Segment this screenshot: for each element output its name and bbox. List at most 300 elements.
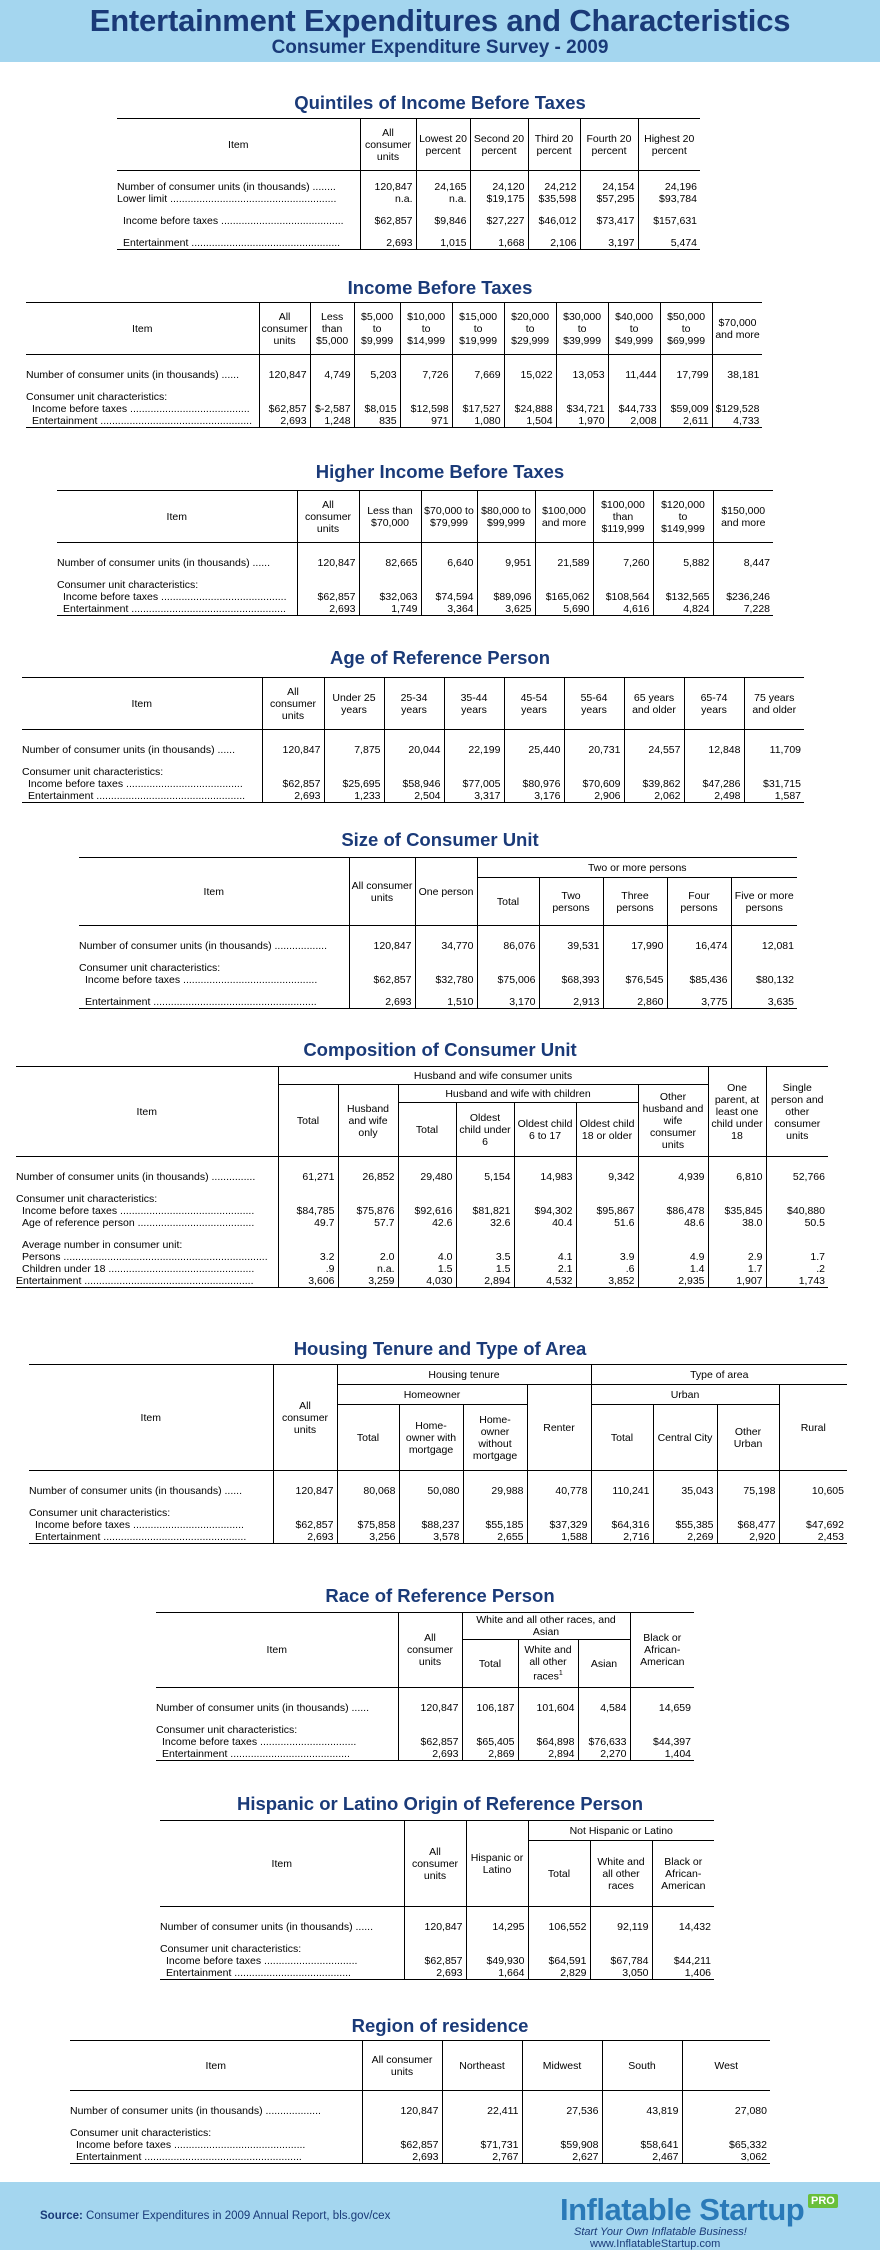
cell: 2,655 [463,1531,527,1544]
cell: $59,009 [660,403,712,415]
cell: 1,015 [416,237,470,250]
cell: 3,775 [667,996,731,1009]
row-label: Income before taxes .............................................. [22,1204,255,1217]
col-header: Highest 20 percent [638,119,700,171]
cell: $19,175 [470,193,528,205]
cell: 9,342 [576,1171,638,1183]
col-header: Five or more persons [731,878,797,926]
cell: 101,604 [518,1702,578,1714]
cell: $75,006 [477,974,539,986]
cell: 22,411 [442,2105,522,2117]
cell: 4.9 [638,1251,708,1263]
source-note [40,2210,390,2222]
hispanic-table [160,1820,714,1980]
cell: 14,659 [630,1702,694,1714]
cell: 35,043 [653,1485,717,1497]
row-label: Income before taxes ................................. [162,1735,357,1748]
row-label: Number of consumer units (in thousands) ............... [16,1170,256,1183]
size-title: Size of Consumer Unit [341,829,539,850]
col-header: $120,000 to $149,999 [653,491,713,543]
cell: $24,888 [504,403,556,415]
cell: $32,780 [415,974,477,986]
page-title: Entertainment Expenditures and Characteristics [89,3,791,38]
cell: 2,693 [398,1748,462,1761]
cell: 29,988 [463,1485,527,1497]
row-label: Number of consumer units (in thousands) ...... [160,1920,374,1933]
cell: 7,669 [452,369,504,381]
table-row [117,237,700,250]
cell: 2,611 [660,415,712,428]
cell: 32.6 [456,1217,514,1229]
cell: $67,784 [590,1955,652,1967]
col-header: Single person and other consumer units [766,1067,828,1157]
cell: 2.0 [338,1251,398,1263]
page-subtitle: Consumer Expenditure Survey - 2009 [271,37,609,58]
cell: 3,852 [576,1275,638,1288]
table-row [57,591,773,603]
col-header: Northeast [442,2041,522,2091]
cell: $68,393 [539,974,603,986]
pro-badge: PRO [808,2194,838,2208]
table-row [16,1171,828,1183]
table-row [156,1748,694,1761]
cell: 2,008 [608,415,660,428]
income-section [26,302,762,428]
cell: 3,176 [504,790,564,803]
row-label: Consumer unit characteristics: [160,1942,302,1955]
col-header: Lowest 20 percent [416,119,470,171]
col-header-white [518,1640,578,1688]
quintiles-title: Quintiles of Income Before Taxes [294,92,586,113]
cell: $157,631 [638,215,700,227]
size-table [79,857,797,1009]
table-row [70,2151,770,2164]
cell: 5,474 [638,237,700,250]
cell: 3.5 [456,1251,514,1263]
cell: $55,185 [463,1519,527,1531]
cell: 3,625 [477,603,535,616]
hispanic-title: Hispanic or Latino Origin of Reference Person [236,1793,644,1814]
cell: $59,908 [522,2139,602,2151]
cell: 43,819 [602,2105,682,2117]
table-row [79,940,797,952]
col-header: All consumer units [262,678,324,730]
col-header: All consumer units [360,119,416,171]
cell: $68,477 [717,1519,779,1531]
source-label: Source: [40,2210,83,2222]
cell: 17,799 [660,369,712,381]
table-row [22,778,804,790]
cell: 7,260 [593,557,653,569]
cell: 51.6 [576,1217,638,1229]
cell: 92,119 [590,1921,652,1933]
col-header: West [682,2041,770,2091]
cell: 24,557 [624,744,684,756]
col-header: Home-owner without mortgage [463,1405,527,1471]
subgroup-header: Husband and wife with children [398,1085,638,1103]
row-label: Age of reference person ........................................ [22,1216,255,1229]
table-row [79,996,797,1009]
cell: 120,847 [349,940,415,952]
cell: 106,187 [462,1702,518,1714]
col-header: 55-64 years [564,678,624,730]
row-label: Consumer unit characteristics: [16,1192,158,1205]
cell: 3,259 [338,1275,398,1288]
cell: $132,565 [653,591,713,603]
table-row [29,1485,847,1497]
cell: .2 [766,1263,828,1275]
col-header: Asian [578,1640,630,1688]
cell: 52,766 [766,1171,828,1183]
cell: 14,983 [514,1171,576,1183]
cell: 24,165 [416,181,470,193]
col-header: $100,000 than $119,999 [593,491,653,543]
table-row [57,579,773,591]
row-label: Entertainment ..................................................... [63,602,286,615]
cell: $62,857 [404,1955,466,1967]
cell: 1,668 [470,237,528,250]
col-header: $20,000 to $29,999 [504,303,556,355]
col-header: 35-44 years [444,678,504,730]
col-header: Black or African-American [630,1613,694,1688]
cell: 1,743 [766,1275,828,1288]
cell: 50.5 [766,1217,828,1229]
row-label: Income before taxes ................................ [166,1954,358,1967]
table-row [160,1921,714,1933]
cell: 2,894 [456,1275,514,1288]
col-header: Total [337,1405,399,1471]
subgroup-header: Urban [591,1385,779,1405]
cell: 4,733 [712,415,762,428]
cell: 27,536 [522,2105,602,2117]
cell: 4,824 [653,603,713,616]
cell: 2,767 [442,2151,522,2164]
col-header: Central City [653,1405,717,1471]
col-header: One person [415,858,477,926]
cell: 11,444 [608,369,660,381]
table-row [156,1702,694,1714]
cell: 2,693 [349,996,415,1009]
cell: 25,440 [504,744,564,756]
cell: 835 [354,415,400,428]
group-header: Type of area [591,1365,847,1385]
table-row [117,193,700,205]
cell: 3,578 [399,1531,463,1544]
cell: 3,050 [590,1967,652,1980]
row-label: Lower limit ......................................................... [117,192,337,205]
col-header: Third 20 percent [528,119,580,171]
col-header-item: Item [22,678,262,730]
cell: $62,857 [398,1736,462,1748]
col-header: Under 25 years [324,678,384,730]
cell: $77,005 [444,778,504,790]
cell: n.a. [338,1263,398,1275]
col-header: Total [278,1085,338,1157]
cell: 1.7 [708,1263,766,1275]
col-header: Total [528,1841,590,1907]
col-header: All consumer units [404,1821,466,1907]
col-header: Less than $5,000 [310,303,354,355]
col-header-item: Item [156,1613,398,1688]
higher-table [57,490,773,616]
brand-logo [560,2194,850,2250]
cell: 3,256 [337,1531,399,1544]
group-header: Not Hispanic or Latino [528,1821,714,1841]
cell: 13,053 [556,369,608,381]
col-header-item: Item [29,1365,273,1471]
cell: 48.6 [638,1217,708,1229]
col-header: White and all other races [590,1841,652,1907]
row-label: Income before taxes ........................................... [63,590,287,603]
cell: 22,199 [444,744,504,756]
col-header: All consumer units [297,491,359,543]
cell: 2,860 [603,996,667,1009]
col-header: Hispanic or Latino [466,1821,528,1907]
cell: $34,721 [556,403,608,415]
cell: $75,858 [337,1519,399,1531]
cell: 2,504 [384,790,444,803]
col-header-text: White and all other races [524,1644,572,1683]
cell: 21,589 [535,557,593,569]
cell: 2,920 [717,1531,779,1544]
table-row [26,403,762,415]
cell: $92,616 [398,1205,456,1217]
housing-section [29,1364,847,1544]
cell: 2,906 [564,790,624,803]
cell: 3,062 [682,2151,770,2164]
row-label: Number of consumer units (in thousands) ................... [70,2104,321,2117]
cell: 3,364 [421,603,477,616]
table-row [26,415,762,428]
brand-name: Inflatable Startup [560,2192,805,2227]
col-header: All consumer units [273,1365,337,1471]
cell: $55,385 [653,1519,717,1531]
col-header: Two persons [539,878,603,926]
composition-section [16,1066,828,1288]
col-header-item: Item [70,2041,362,2091]
cell: 3,197 [580,237,638,250]
row-label: Number of consumer units (in thousands) .................. [79,939,328,952]
table-row [117,181,700,193]
row-label: Entertainment ........................................................ [85,995,317,1008]
cell: 120,847 [404,1921,466,1933]
group-header: Husband and wife consumer units [278,1067,708,1085]
composition-title: Composition of Consumer Unit [303,1039,577,1060]
cell: 2.9 [708,1251,766,1263]
cell: 7,228 [713,603,773,616]
cell: $62,857 [349,974,415,986]
table-row [79,962,797,974]
cell: 9,951 [477,557,535,569]
table-row [70,2127,770,2139]
col-header: Renter [527,1385,591,1471]
col-header: All consumer units [349,858,415,926]
cell: $39,862 [624,778,684,790]
cell: 120,847 [259,369,310,381]
cell: 2,693 [362,2151,442,2164]
cell: $44,211 [652,1955,714,1967]
cell: $80,976 [504,778,564,790]
col-header: All consumer units [362,2041,442,2091]
cell: 120,847 [273,1485,337,1497]
cell: 38,181 [712,369,762,381]
table-row [22,744,804,756]
col-header: Husband and wife only [338,1085,398,1157]
cell: 971 [400,415,452,428]
cell: 120,847 [297,557,359,569]
col-header: $80,000 to $99,999 [477,491,535,543]
col-header: $100,000 and more [535,491,593,543]
cell: 1,664 [466,1967,528,1980]
cell: 2,716 [591,1531,653,1544]
col-header: Total [398,1103,456,1157]
cell: $47,692 [779,1519,847,1531]
housing-table [29,1364,847,1544]
cell: $40,880 [766,1205,828,1217]
quintiles-table [117,118,700,250]
col-header: Oldest child 18 or older [576,1103,638,1157]
col-header: Oldest child under 6 [456,1103,514,1157]
cell: $62,857 [262,778,324,790]
cell: $80,132 [731,974,797,986]
cell: 40,778 [527,1485,591,1497]
cell: $64,591 [528,1955,590,1967]
cell: 1,233 [324,790,384,803]
row-label: Consumer unit characteristics: [57,578,199,591]
group-header: White and all other races, and Asian [462,1613,630,1640]
col-header-item: Item [117,119,360,171]
cell: 2,106 [528,237,580,250]
cell: $35,598 [528,193,580,205]
cell: 7,726 [400,369,452,381]
row-label: Entertainment ...................................................... [76,2150,302,2163]
cell: 12,081 [731,940,797,952]
col-header: Rural [779,1385,847,1471]
cell: 5,203 [354,369,400,381]
col-header: One parent, at least one child under 18 [708,1067,766,1157]
cell: 24,212 [528,181,580,193]
cell: $94,302 [514,1205,576,1217]
race-table [156,1612,694,1761]
cell: $62,857 [273,1519,337,1531]
cell: $89,096 [477,591,535,603]
row-label: Income before taxes ...................................... [35,1518,244,1531]
cell: $37,329 [527,1519,591,1531]
row-label: Entertainment ........................................ [166,1966,351,1979]
row-label: Average number in consumer unit: [22,1238,183,1251]
brand-url[interactable]: www.InflatableStartup.com [590,2238,721,2250]
cell: 4.0 [398,1251,456,1263]
cell: 2,913 [539,996,603,1009]
row-label: Number of consumer units (in thousands) ...... [156,1701,370,1714]
cell: 82,665 [359,557,421,569]
cell: $76,633 [578,1736,630,1748]
table-row [29,1519,847,1531]
col-header: $40,000 to $49,999 [608,303,660,355]
cell: $76,545 [603,974,667,986]
cell: 1,404 [630,1748,694,1761]
cell: 2,467 [602,2151,682,2164]
table-row [57,557,773,569]
col-header: Less than $70,000 [359,491,421,543]
col-header: $70,000 to $79,999 [421,491,477,543]
hispanic-section [160,1820,714,1980]
col-header-item: Item [57,491,297,543]
cell: 1.7 [766,1251,828,1263]
cell: $74,594 [421,591,477,603]
cell: 50,080 [399,1485,463,1497]
table-row [160,1955,714,1967]
cell: 16,474 [667,940,731,952]
source-text: Consumer Expenditures in 2009 Annual Report, bls.gov/cex [86,2210,391,2222]
col-header: Black or African-American [652,1841,714,1907]
cell: 2.1 [514,1263,576,1275]
cell: $62,857 [259,403,310,415]
col-header: $15,000 to $19,999 [452,303,504,355]
table-row [79,974,797,986]
table-row [26,369,762,381]
cell: 5,690 [535,603,593,616]
cell: 106,552 [528,1921,590,1933]
cell: $62,857 [360,215,416,227]
row-label: Consumer unit characteristics: [29,1506,171,1519]
col-header: 25-34 years [384,678,444,730]
col-header: Oldest child 6 to 17 [514,1103,576,1157]
cell: 12,848 [684,744,744,756]
cell: 1,587 [744,790,804,803]
footnote-mark: 1 [558,1670,563,1678]
col-header: 65 years and older [624,678,684,730]
row-label: Income before taxes .............................................. [85,973,318,986]
cell: 1,080 [452,415,504,428]
cell: $27,227 [470,215,528,227]
cell: 1,248 [310,415,354,428]
row-label: Consumer unit characteristics: [22,765,164,778]
cell: .6 [576,1263,638,1275]
table-row [160,1967,714,1980]
col-header: Total [462,1640,518,1688]
cell: 86,076 [477,940,539,952]
cell: 24,154 [580,181,638,193]
cell: 1.4 [638,1263,708,1275]
cell: 57.7 [338,1217,398,1229]
cell: 1,907 [708,1275,766,1288]
cell: 3.2 [278,1251,338,1263]
col-header: Midwest [522,2041,602,2091]
col-header: $30,000 to $39,999 [556,303,608,355]
cell: n.a. [416,193,470,205]
col-header: Second 20 percent [470,119,528,171]
cell: 34,770 [415,940,477,952]
cell: 1,970 [556,415,608,428]
cell: $84,785 [278,1205,338,1217]
cell: 61,271 [278,1171,338,1183]
cell: 2,693 [259,415,310,428]
cell: $58,946 [384,778,444,790]
cell: $86,478 [638,1205,708,1217]
table-row [16,1251,828,1263]
cell: 4,030 [398,1275,456,1288]
cell: $17,527 [452,403,504,415]
cell: 26,852 [338,1171,398,1183]
cell: 24,120 [470,181,528,193]
cell: 5,154 [456,1171,514,1183]
housing-title: Housing Tenure and Type of Area [293,1338,587,1359]
col-header-item: Item [79,858,349,926]
col-header: Other Urban [717,1405,779,1471]
col-header: All consumer units [259,303,310,355]
row-label: Number of consumer units (in thousands) ...... [29,1484,243,1497]
